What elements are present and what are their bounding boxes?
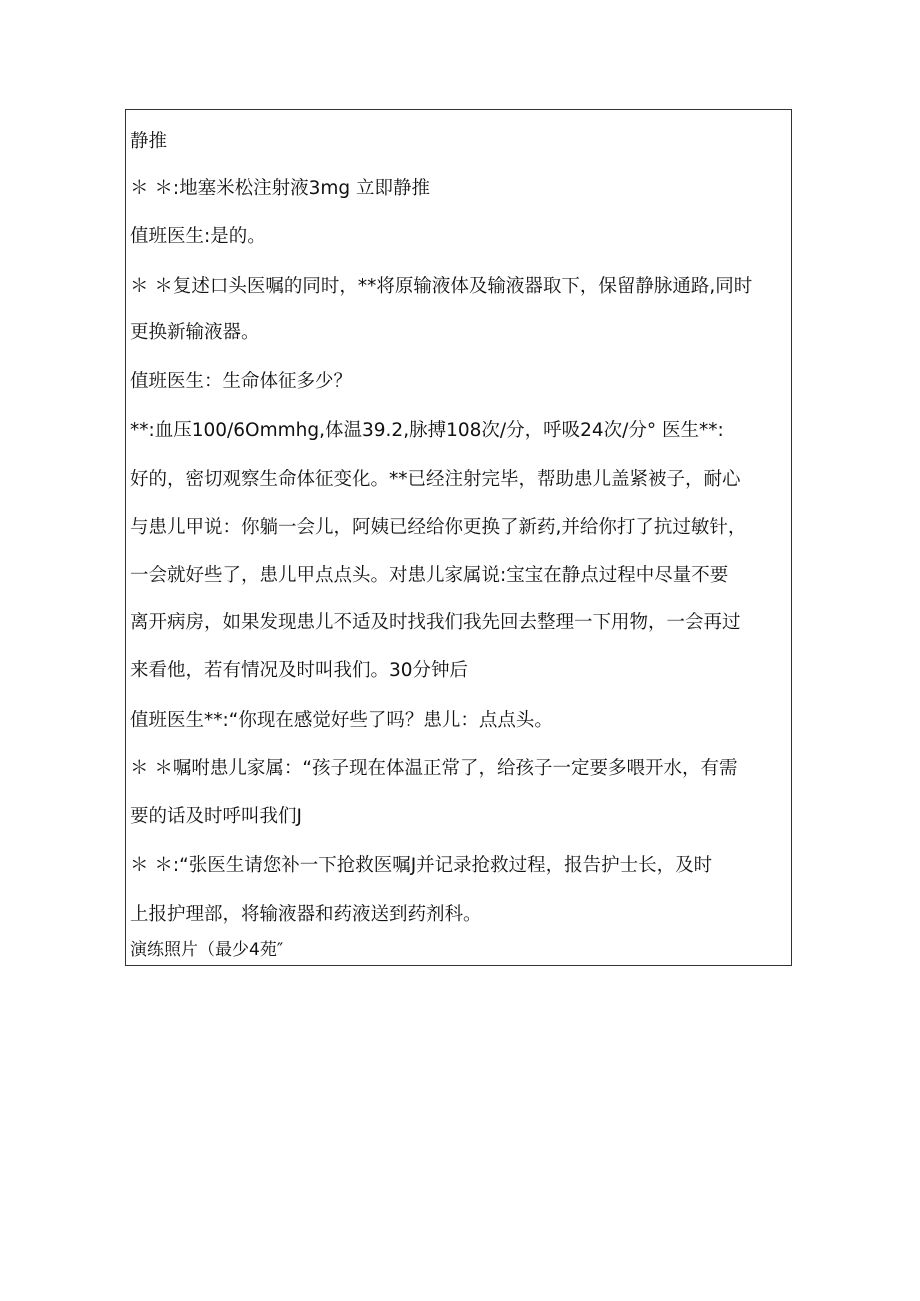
record-line-7: **:血压100/6Ommhg,体温39.2,脉搏108次/分，呼吸24次/分° 医生**: (130, 420, 724, 441)
record-line-17: 上报护理部，将输液器和药液送到药剂科。 (130, 904, 482, 925)
drill-record-box (125, 109, 792, 966)
record-line-2: ＊ ＊:地塞米松注射液3mg 立即静推 (130, 178, 431, 199)
record-line-16: ＊ ＊:“张医生请您补一下抢救医嘱J并记录抢救过程，报告护士长，及时 (130, 855, 713, 876)
record-line-6: 值班医生：生命体征多少？ (130, 371, 353, 392)
record-line-14: ＊ ＊嘱咐患儿家属：“孩子现在体温正常了，给孩子一定要多喂开水，有需 (130, 758, 738, 779)
record-line-10: 一会就好些了，患儿甲点点头。对患儿家属说:宝宝在静点过程中尽量不要 (130, 565, 729, 586)
record-line-5: 更换新输液器。 (130, 322, 260, 343)
drill-photo-caption: 演练照片（最少4苑″ (130, 940, 284, 960)
record-line-9: 与患儿甲说：你躺一会儿，阿姨已经给你更换了新药,并给你打了抗过敏针， (130, 517, 747, 538)
record-line-1: 静推 (130, 131, 168, 152)
record-line-12: 来看他，若有情况及时叫我们。30分钟后 (130, 660, 469, 681)
record-line-11: 离开病房，如果发现患儿不适及时找我们我先回去整理一下用物，一会再过 (130, 612, 741, 633)
record-line-15: 要的话及时呼叫我们J (130, 806, 302, 827)
record-line-8: 好的，密切观察生命体征变化。**已经注射完毕，帮助患儿盖紧被子，耐心 (130, 469, 741, 490)
record-line-4: ＊ ＊复述口头医嘱的同时，**将原输液体及输液器取下，保留静脉通路,同时 (130, 276, 753, 297)
record-line-3: 值班医生:是的。 (130, 226, 266, 247)
record-line-13: 值班医生**:“你现在感觉好些了吗？患儿：点点头。 (130, 710, 553, 731)
